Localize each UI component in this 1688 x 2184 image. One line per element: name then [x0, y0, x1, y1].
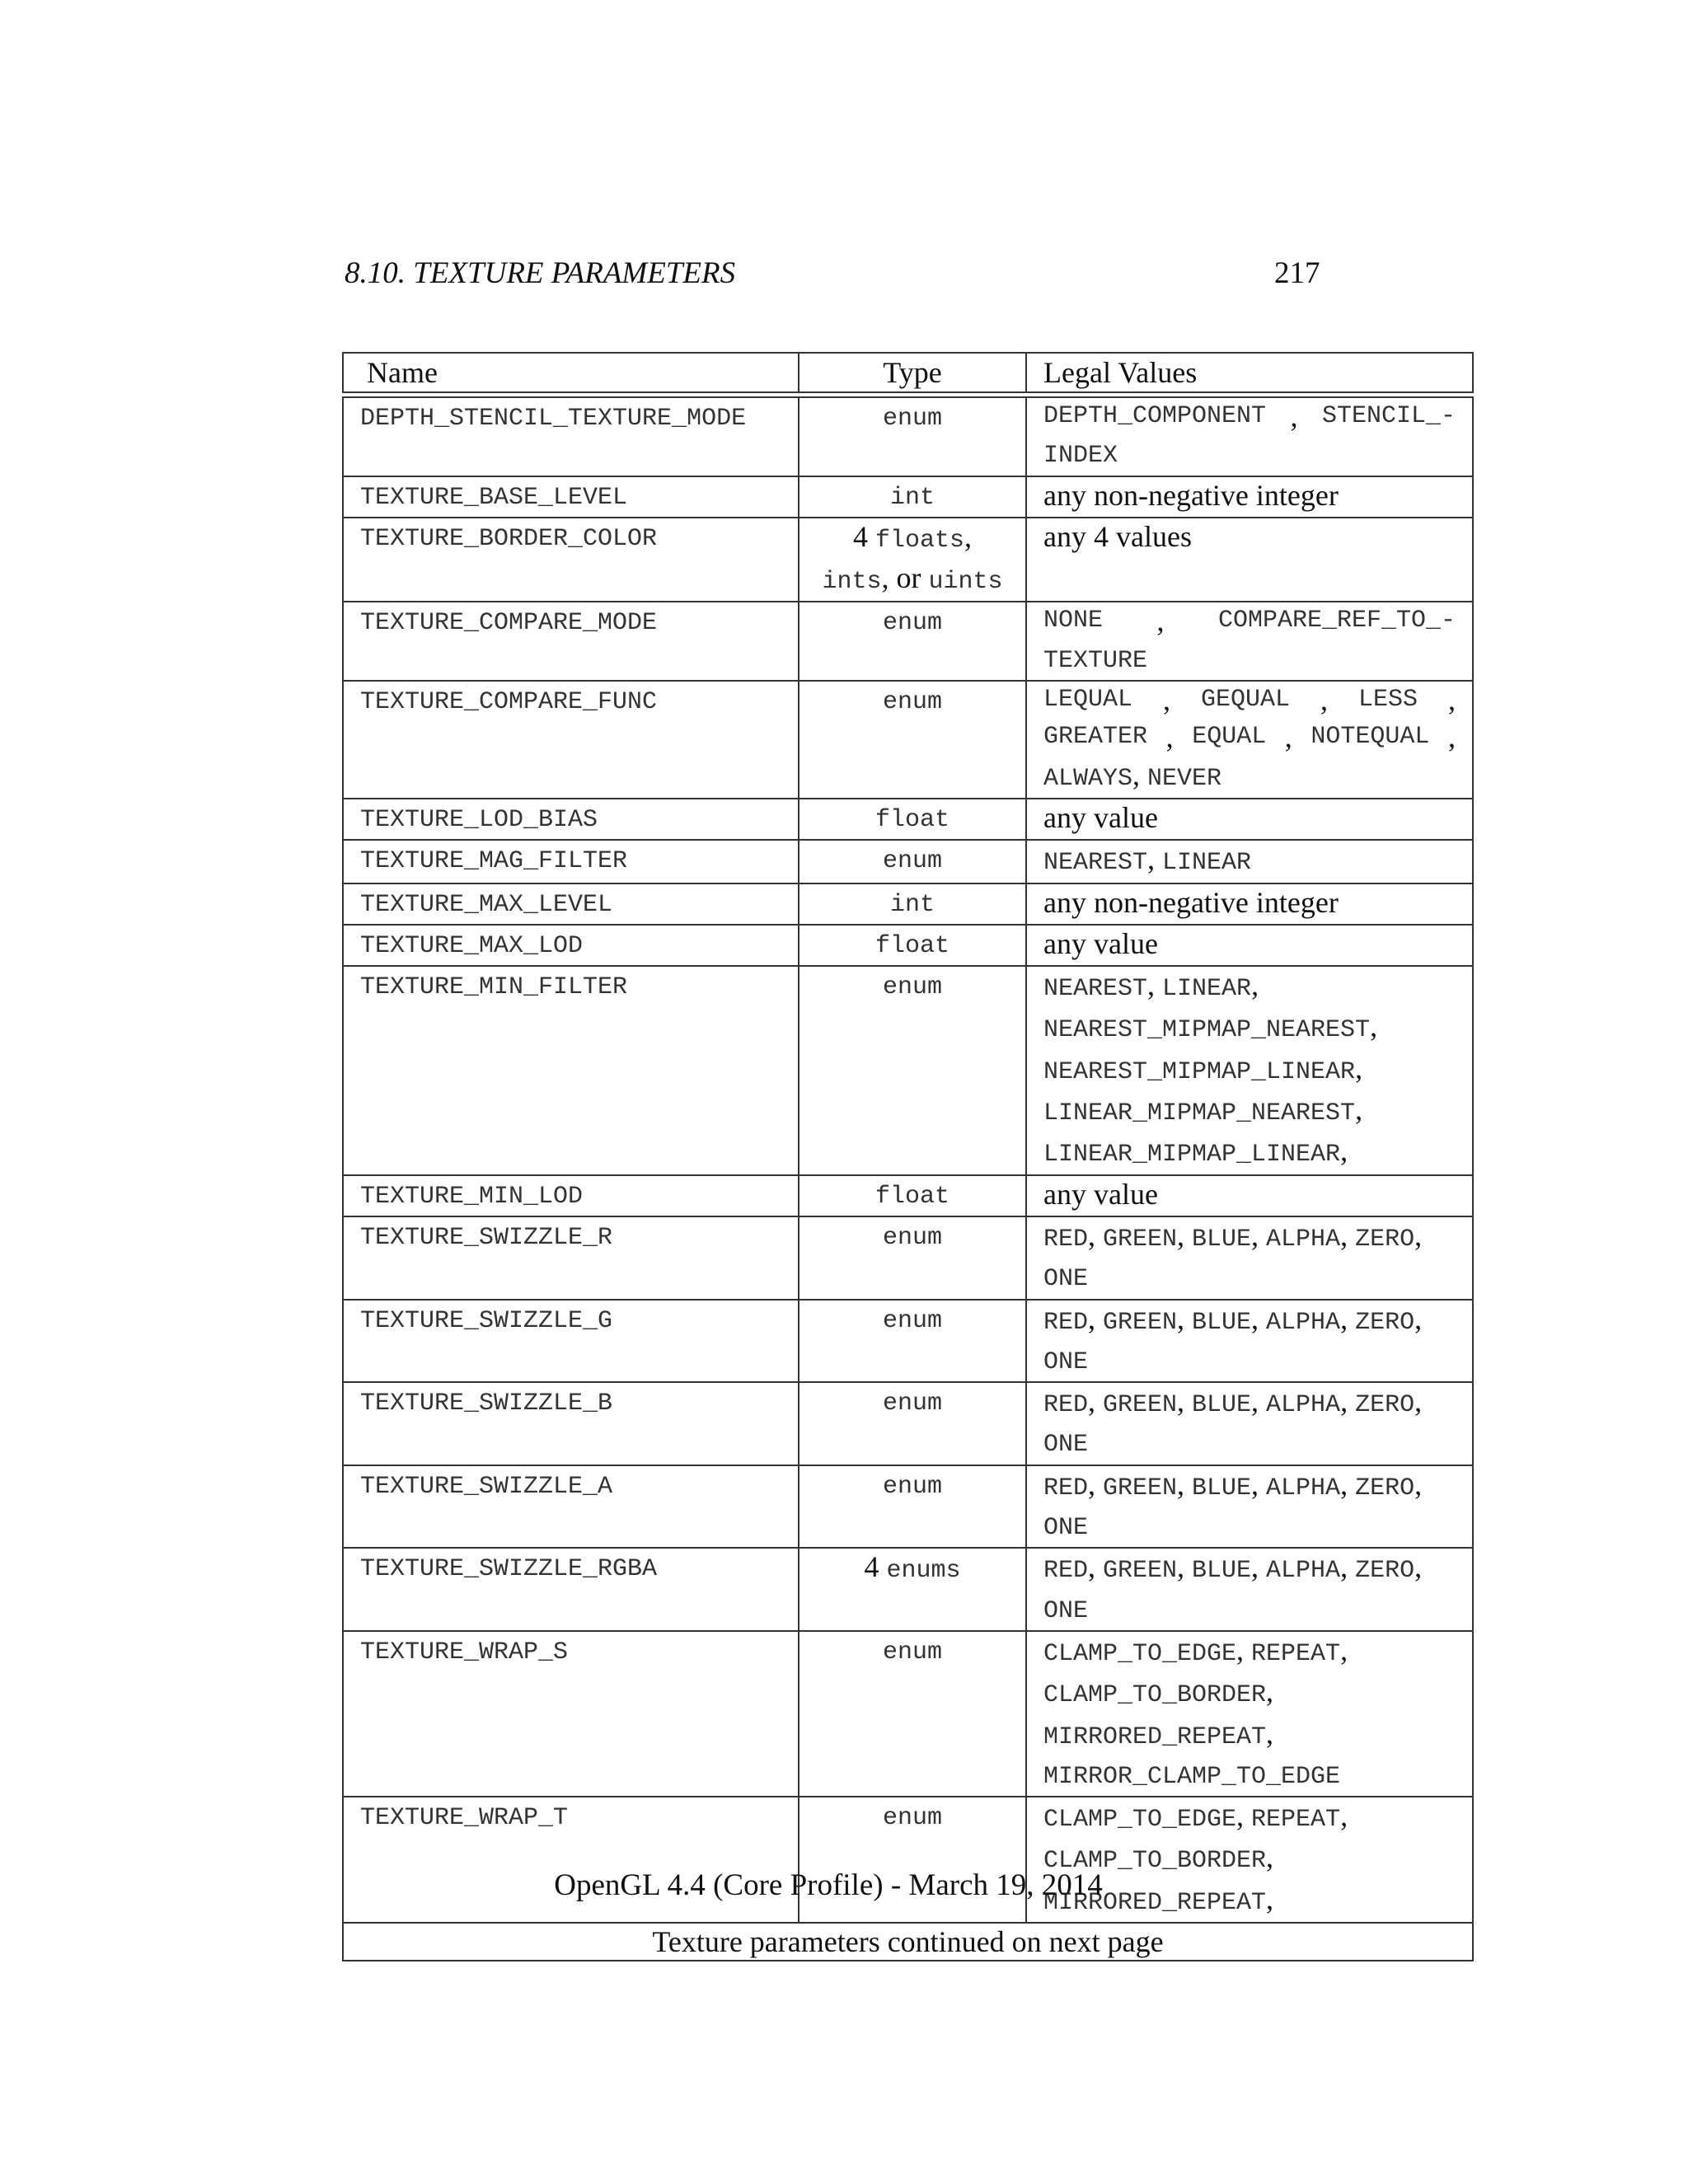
parameter-name: TEXTURE_BORDER_COLOR	[360, 524, 658, 553]
text-fragment: ,	[1340, 1134, 1348, 1168]
parameter-type-cell	[799, 1300, 1026, 1383]
legal-values-line	[1043, 1549, 1456, 1590]
text-fragment: ,	[1251, 1218, 1267, 1252]
legal-values-line	[1043, 435, 1456, 475]
text-fragment: ,	[1266, 1675, 1274, 1708]
code-token: RED	[1043, 1225, 1089, 1254]
code-token: enum	[882, 405, 942, 433]
parameter-name-cell	[343, 1216, 799, 1300]
parameter-name-cell	[343, 602, 799, 681]
text-fragment: ,	[1147, 968, 1163, 1002]
parameter-type-cell	[799, 925, 1026, 966]
legal-values-line	[1043, 1424, 1456, 1464]
text-fragment: ,	[1088, 1218, 1104, 1252]
parameter-type-cell	[799, 966, 1026, 1174]
code-token: GREEN	[1103, 1391, 1178, 1420]
page-number: 217	[1274, 256, 1320, 290]
parameter-name-cell	[343, 1631, 799, 1797]
table-row	[343, 681, 1473, 799]
code-token: ZERO	[1355, 1391, 1415, 1420]
text-fragment: ,	[1290, 400, 1298, 433]
text-fragment: ,	[1284, 720, 1292, 754]
code-token: ZERO	[1355, 1308, 1415, 1337]
parameter-name: TEXTURE_SWIZZLE_A	[360, 1472, 613, 1501]
text-fragment: ,	[1266, 1882, 1274, 1915]
text-fragment: ,	[1088, 1467, 1104, 1501]
legal-values-line	[1043, 967, 1456, 1008]
parameter-name-cell	[343, 883, 799, 925]
table-row	[343, 1300, 1473, 1383]
code-token: REPEAT	[1251, 1639, 1341, 1668]
text-fragment: ,	[1088, 1385, 1104, 1418]
parameter-type-cell	[799, 1175, 1026, 1216]
legal-values-line	[1043, 1466, 1456, 1507]
code-token: ONE	[1043, 1265, 1089, 1294]
code-token: float	[874, 805, 950, 834]
legal-values-cell	[1026, 518, 1473, 602]
text-fragment: ,	[1355, 1093, 1363, 1127]
column-header-type: Type	[799, 353, 1026, 392]
text-fragment: ,	[1355, 1051, 1363, 1085]
code-token: enum	[882, 1472, 942, 1501]
code-token: RED	[1043, 1308, 1089, 1337]
text-fragment: ,	[1414, 1550, 1423, 1584]
text-fragment: ,	[1132, 757, 1148, 791]
legal-values-line	[1043, 1217, 1456, 1258]
legal-values-line	[1043, 1008, 1456, 1049]
legal-values-cell	[1026, 840, 1473, 883]
code-token: ZERO	[1355, 1557, 1415, 1586]
legal-values-cell	[1026, 1300, 1473, 1383]
code-token: ALPHA	[1266, 1474, 1341, 1502]
parameter-name-cell	[343, 1548, 799, 1631]
parameter-name: TEXTURE_COMPARE_FUNC	[360, 688, 658, 717]
parameter-type-cell	[799, 883, 1026, 925]
code-token: ONE	[1043, 1347, 1089, 1376]
code-token: enum	[882, 688, 942, 717]
legal-values-line	[1043, 1715, 1456, 1756]
text-fragment: ,	[1156, 604, 1165, 638]
code-token: NEAREST_MIPMAP_LINEAR	[1043, 1057, 1356, 1086]
legal-values-line	[1043, 1673, 1456, 1714]
parameter-name-cell	[343, 799, 799, 840]
table-row	[343, 1797, 1473, 1923]
code-token: RED	[1043, 1557, 1089, 1586]
table-row	[343, 966, 1473, 1174]
legal-values-line	[1043, 1383, 1456, 1424]
table-row	[343, 1382, 1473, 1465]
code-token: ONE	[1043, 1596, 1089, 1625]
text-fragment: ,	[1251, 1467, 1267, 1501]
legal-values-cell	[1026, 1382, 1473, 1465]
table-row	[343, 602, 1473, 681]
code-token: BLUE	[1192, 1391, 1252, 1420]
code-token: float	[874, 1182, 950, 1211]
code-token: ZERO	[1355, 1474, 1415, 1502]
code-token: NOTEQUAL	[1311, 723, 1430, 752]
text-fragment: ,	[1340, 1467, 1356, 1501]
legal-values-cell	[1026, 602, 1473, 681]
legal-values-line	[1043, 1797, 1456, 1839]
table-row	[343, 840, 1473, 883]
parameter-type-cell	[799, 476, 1026, 518]
code-token: int	[889, 483, 935, 512]
parameter-name-cell	[343, 681, 799, 799]
table-row	[343, 518, 1473, 602]
text-fragment: 4	[864, 1550, 887, 1584]
parameter-name: TEXTURE_MAX_LOD	[360, 931, 584, 960]
legal-values-line	[1043, 682, 1456, 719]
legal-values-line	[1043, 1342, 1456, 1381]
legal-values-cell	[1026, 1216, 1473, 1300]
text-fragment: any value	[1043, 1177, 1158, 1211]
continued-note: Texture parameters continued on next page	[343, 1923, 1473, 1961]
legal-values-line	[1043, 477, 1456, 516]
text-fragment: ,	[1340, 1218, 1356, 1252]
text-fragment: ,	[1251, 1550, 1267, 1584]
code-token: GREEN	[1103, 1557, 1178, 1586]
text-fragment: ,	[1448, 683, 1456, 717]
text-fragment: ,	[1147, 842, 1163, 876]
code-token: enums	[886, 1557, 961, 1586]
table-row	[343, 1548, 1473, 1631]
text-fragment: any non-negative integer	[1043, 885, 1339, 919]
table-row	[343, 397, 1473, 476]
parameter-name: TEXTURE_WRAP_T	[360, 1804, 569, 1833]
code-token: INDEX	[1043, 442, 1118, 471]
text-fragment: ,	[1165, 720, 1174, 754]
parameter-type-cell	[799, 397, 1026, 476]
text-fragment: ,	[1251, 1385, 1267, 1418]
table-row	[343, 883, 1473, 925]
legal-values-line	[1043, 1756, 1456, 1796]
code-token: LINEAR_MIPMAP_LINEAR	[1043, 1141, 1341, 1169]
code-token: REPEAT	[1251, 1806, 1341, 1835]
parameter-type-cell	[799, 840, 1026, 883]
code-token: BLUE	[1192, 1557, 1252, 1586]
code-token: enum	[882, 1804, 942, 1833]
legal-values-cell	[1026, 966, 1473, 1174]
parameter-name-cell	[343, 1797, 799, 1923]
legal-values-line	[1043, 926, 1456, 964]
text-fragment: any 4 values	[1043, 519, 1192, 553]
code-token: GREEN	[1103, 1308, 1178, 1337]
legal-values-line	[1043, 1176, 1456, 1215]
text-fragment: ,	[1447, 720, 1456, 754]
legal-values-cell	[1026, 1465, 1473, 1549]
parameter-name: TEXTURE_MAG_FILTER	[360, 847, 628, 876]
text-fragment: ,	[1088, 1550, 1104, 1584]
code-token: LESS	[1358, 686, 1418, 715]
code-token: GEQUAL	[1201, 686, 1291, 715]
text-fragment: ,	[1177, 1385, 1193, 1418]
text-fragment: ,	[1236, 1799, 1252, 1833]
parameter-name-cell	[343, 1382, 799, 1465]
table-body	[343, 397, 1473, 1923]
code-token: LINEAR	[1162, 975, 1252, 1004]
code-token: enum	[882, 973, 942, 1002]
code-token: ALWAYS	[1043, 764, 1133, 793]
code-token: RED	[1043, 1474, 1089, 1502]
text-fragment: ,	[1177, 1550, 1193, 1584]
code-token: DEPTH_COMPONENT	[1043, 402, 1267, 430]
legal-values-line	[1043, 1091, 1456, 1132]
legal-values-cell	[1026, 1175, 1473, 1216]
legal-values-line	[1043, 602, 1456, 640]
code-token: NONE	[1043, 607, 1104, 635]
text-fragment: ,	[1340, 1385, 1356, 1418]
code-token: STENCIL_-	[1321, 402, 1456, 430]
code-token: enum	[882, 609, 942, 638]
code-token: TEXTURE	[1043, 646, 1148, 675]
code-token: BLUE	[1192, 1474, 1252, 1502]
code-token: enum	[882, 1390, 942, 1418]
table-row	[343, 925, 1473, 966]
code-token: GREEN	[1103, 1225, 1178, 1254]
code-token: LEQUAL	[1043, 686, 1133, 715]
parameter-name: TEXTURE_MIN_LOD	[360, 1182, 584, 1211]
text-fragment: ,	[1340, 1301, 1356, 1335]
parameter-name-cell	[343, 966, 799, 1174]
parameter-type-cell	[799, 1465, 1026, 1549]
parameter-type-cell	[799, 681, 1026, 799]
legal-values-cell	[1026, 681, 1473, 799]
text-fragment: ,	[1236, 1633, 1252, 1666]
parameter-type-cell	[799, 518, 1026, 602]
text-fragment: ,	[1163, 683, 1171, 717]
code-token: ALPHA	[1266, 1308, 1341, 1337]
parameter-name-cell	[343, 518, 799, 602]
text-fragment: ,	[1320, 683, 1329, 717]
parameter-type-cell	[799, 1631, 1026, 1797]
code-token: RED	[1043, 1391, 1089, 1420]
text-fragment: ,	[1177, 1218, 1193, 1252]
table-row	[343, 1216, 1473, 1300]
code-token: ALPHA	[1266, 1557, 1341, 1586]
text-fragment: any non-negative integer	[1043, 478, 1339, 512]
texture-parameters-table	[342, 396, 1474, 1961]
text-fragment: , or	[881, 561, 929, 595]
code-token: LINEAR_MIPMAP_NEAREST	[1043, 1099, 1356, 1128]
text-fragment: ,	[1340, 1633, 1348, 1666]
code-token: enum	[882, 847, 942, 876]
parameter-name: TEXTURE_MAX_LEVEL	[360, 890, 613, 919]
code-token: NEAREST	[1043, 975, 1148, 1004]
code-token: MIRROR_CLAMP_TO_EDGE	[1043, 1762, 1341, 1791]
text-fragment: any value	[1043, 800, 1158, 834]
code-token: BLUE	[1192, 1308, 1252, 1337]
code-token: NEAREST	[1043, 849, 1148, 878]
parameter-name: TEXTURE_SWIZZLE_RGBA	[360, 1555, 658, 1584]
parameter-type-cell	[799, 1548, 1026, 1631]
code-token: enum	[882, 1306, 942, 1335]
legal-values-cell	[1026, 476, 1473, 518]
code-token: uints	[928, 568, 1003, 597]
parameter-name: TEXTURE_SWIZZLE_G	[360, 1306, 613, 1335]
legal-values-line	[1043, 799, 1456, 838]
parameter-name: TEXTURE_SWIZZLE_B	[360, 1390, 613, 1418]
page-footer: OpenGL 4.4 (Core Profile) - March 19, 2014	[554, 1868, 1103, 1902]
code-token: floats	[874, 526, 965, 555]
text-fragment: ,	[1370, 1010, 1378, 1043]
text-fragment: ,	[1414, 1467, 1423, 1501]
text-fragment: 4	[852, 519, 875, 553]
legal-values-line	[1043, 1132, 1456, 1174]
legal-values-line	[1043, 719, 1456, 756]
parameter-name: TEXTURE_WRAP_S	[360, 1638, 569, 1666]
column-header-legal-values: Legal Values	[1026, 353, 1473, 392]
parameter-type-cell	[799, 1797, 1026, 1923]
code-token: CLAMP_TO_EDGE	[1043, 1639, 1237, 1668]
table-row	[343, 799, 1473, 840]
code-token: GREATER	[1043, 723, 1148, 752]
code-token: ALPHA	[1266, 1391, 1341, 1420]
code-token: COMPARE_REF_TO_-	[1217, 607, 1456, 635]
table-row	[343, 476, 1473, 518]
parameter-name-cell	[343, 1175, 799, 1216]
legal-values-line	[1043, 1050, 1456, 1091]
legal-values-line	[1043, 398, 1456, 435]
text-fragment: ,	[1177, 1301, 1193, 1335]
table-header	[342, 352, 1474, 393]
legal-values-line	[1043, 1507, 1456, 1547]
text-fragment: ,	[1088, 1301, 1104, 1335]
code-token: ints	[822, 568, 882, 597]
text-fragment: ,	[1414, 1301, 1423, 1335]
code-token: ZERO	[1355, 1225, 1415, 1254]
legal-values-line	[1043, 757, 1456, 798]
code-token: ALPHA	[1266, 1225, 1341, 1254]
legal-values-cell	[1026, 397, 1473, 476]
parameter-name-cell	[343, 397, 799, 476]
parameter-name-cell	[343, 1465, 799, 1549]
column-header-name: Name	[343, 353, 799, 392]
parameter-name: TEXTURE_LOD_BIAS	[360, 805, 598, 834]
code-token: MIRRORED_REPEAT	[1043, 1888, 1267, 1917]
code-token: NEAREST_MIPMAP_NEAREST	[1043, 1016, 1371, 1045]
legal-values-line	[1043, 1591, 1456, 1630]
parameter-name: TEXTURE_SWIZZLE_R	[360, 1223, 613, 1252]
code-token: BLUE	[1192, 1225, 1252, 1254]
code-token: enum	[882, 1223, 942, 1252]
legal-values-cell	[1026, 1797, 1473, 1923]
parameter-name: TEXTURE_COMPARE_MODE	[360, 609, 658, 638]
parameter-name-cell	[343, 1300, 799, 1383]
legal-values-line	[1043, 1632, 1456, 1673]
code-token: int	[889, 890, 935, 919]
legal-values-line	[1043, 1301, 1456, 1342]
text-fragment: ,	[964, 519, 973, 553]
code-token: ONE	[1043, 1514, 1089, 1543]
code-token: CLAMP_TO_BORDER	[1043, 1847, 1267, 1876]
text-fragment: ,	[1251, 1301, 1267, 1335]
table-row	[343, 1175, 1473, 1216]
code-token: LINEAR	[1162, 849, 1252, 878]
parameter-name: TEXTURE_BASE_LEVEL	[360, 483, 628, 512]
parameter-name-cell	[343, 476, 799, 518]
parameter-name-cell	[343, 840, 799, 883]
text-fragment: ,	[1414, 1218, 1423, 1252]
legal-values-cell	[1026, 799, 1473, 840]
legal-values-line	[1043, 1258, 1456, 1298]
code-token: ONE	[1043, 1431, 1089, 1460]
legal-values-line	[1043, 518, 1456, 557]
parameter-name-cell	[343, 925, 799, 966]
text-fragment: ,	[1266, 1840, 1274, 1874]
text-fragment: ,	[1340, 1799, 1348, 1833]
parameter-type-cell	[799, 602, 1026, 681]
section-header: 8.10. TEXTURE PARAMETERS	[345, 256, 736, 290]
code-token: enum	[882, 1638, 942, 1666]
text-fragment: ,	[1340, 1550, 1356, 1584]
parameter-type-cell	[799, 799, 1026, 840]
code-token: float	[874, 931, 950, 960]
text-fragment: ,	[1266, 1716, 1274, 1750]
legal-values-cell	[1026, 1548, 1473, 1631]
code-token: GREEN	[1103, 1474, 1178, 1502]
text-fragment: ,	[1177, 1467, 1193, 1501]
legal-values-line	[1043, 884, 1456, 923]
code-token: CLAMP_TO_EDGE	[1043, 1806, 1237, 1835]
table-row	[343, 1631, 1473, 1797]
parameter-type-cell	[799, 1382, 1026, 1465]
parameter-name: DEPTH_STENCIL_TEXTURE_MODE	[360, 405, 747, 433]
parameter-type-cell	[799, 1216, 1026, 1300]
parameter-name: TEXTURE_MIN_FILTER	[360, 973, 628, 1002]
legal-values-line	[1043, 841, 1456, 882]
legal-values-cell	[1026, 1631, 1473, 1797]
text-fragment: ,	[1251, 968, 1259, 1002]
table-row	[343, 1465, 1473, 1549]
legal-values-line	[1043, 640, 1456, 680]
code-token: MIRRORED_REPEAT	[1043, 1722, 1267, 1751]
code-token: CLAMP_TO_BORDER	[1043, 1681, 1267, 1710]
code-token: NEVER	[1147, 764, 1222, 793]
legal-values-cell	[1026, 883, 1473, 925]
legal-values-cell	[1026, 925, 1473, 966]
text-fragment: any value	[1043, 926, 1158, 960]
code-token: EQUAL	[1192, 723, 1267, 752]
text-fragment: ,	[1414, 1385, 1423, 1418]
